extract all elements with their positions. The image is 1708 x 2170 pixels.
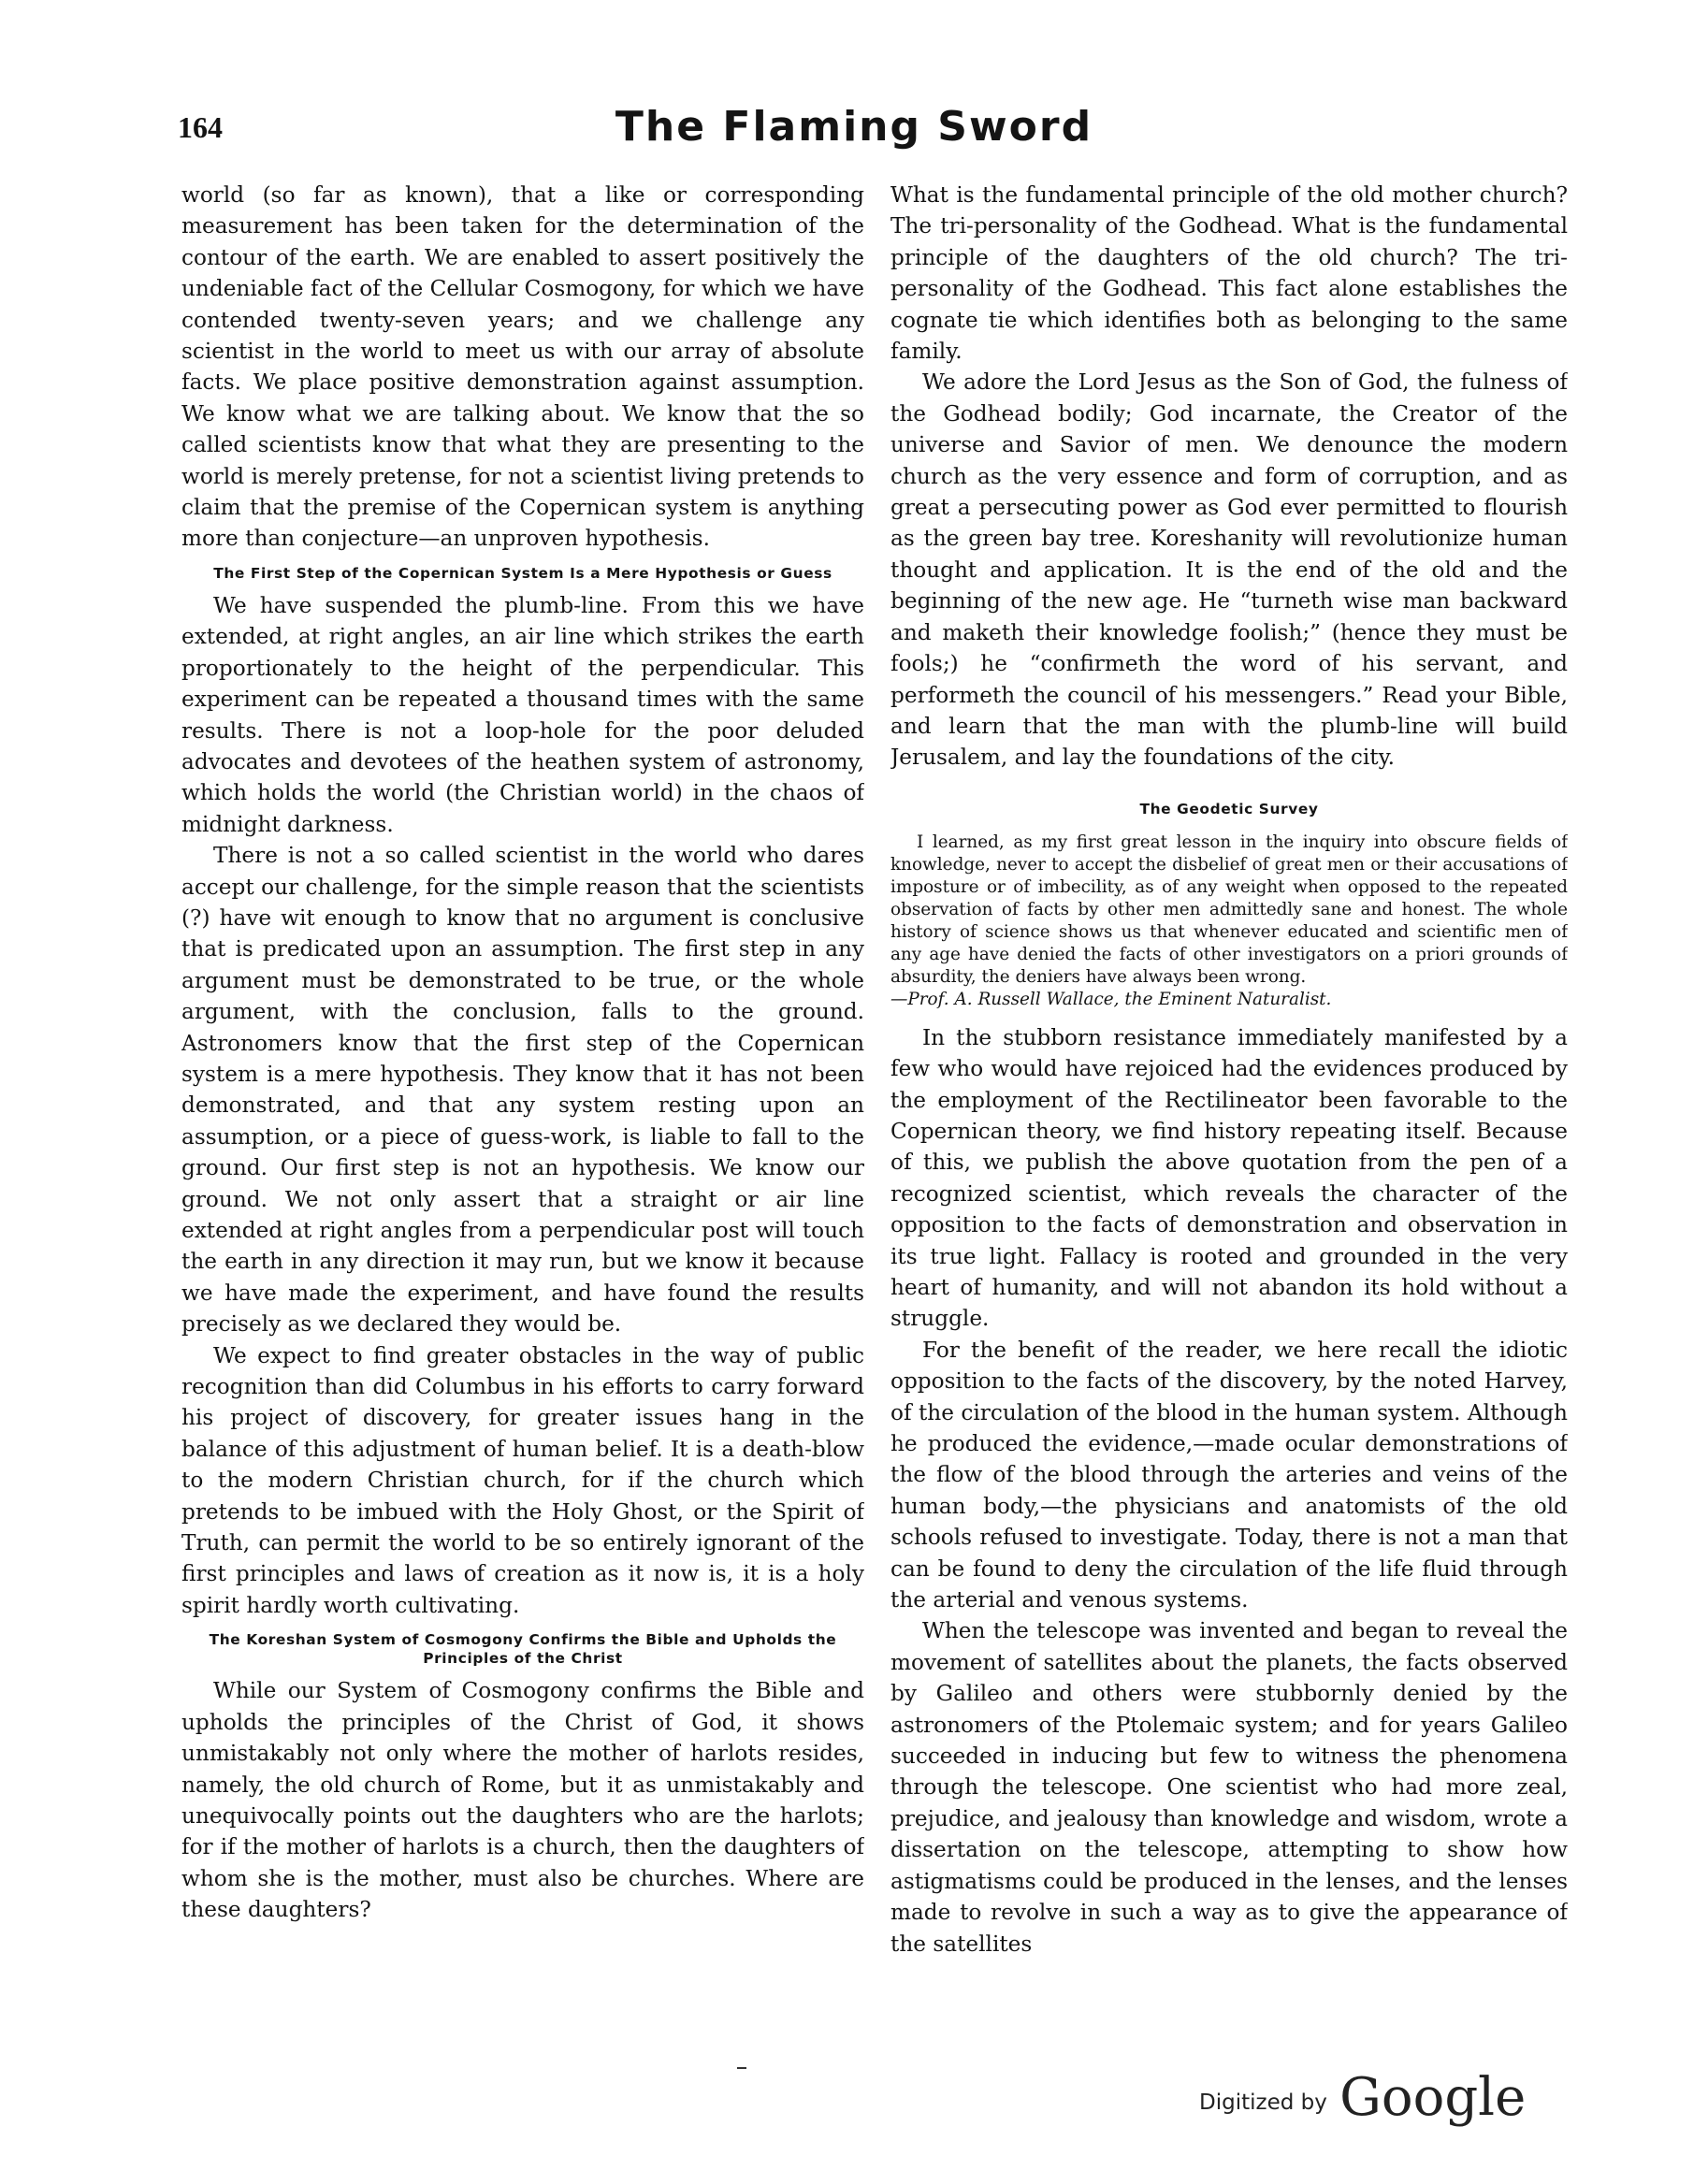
left-paragraph-2: We have suspended the plumb-line. From this we have extended, at right angles, an air line which strikes the earth proportionately to the height of the perpendicular. This experiment can be repeated a thousand times with the same results. There is not a loop-hole for the poor deluded advocates and devotees of the heathen system of astronomy, which holds the world (the Christian world) in the chaos of midnight darkness. <box>181 592 864 837</box>
right-paragraph-1: What is the fundamental principle of the old mother church? The tri-personality of the Godhead. What is the fundamental principle of the daughters of the old church? The tri-personality of the Godhead. This fact alone establishes the cognate tie which identifies both as belonging to the same family. <box>890 182 1568 365</box>
quote-text: I learned, as my first great lesson in the inquiry into obscure fields of knowledge, never to accept the disbelief of great men or their accusations of imposture or of imbecility, as of any weight when opposed to the repeated observation of facts by other men admittedly sane and honest. The whole history of science shows us that whenever educated and scientific men of any age have denied the facts of other investigators on a priori grounds of absurdity, the deniers have always been wrong. <box>890 832 1568 987</box>
section-heading-koreshan-system: The Koreshan System of Cosmogony Confirms the Bible and Upholds the Principles of the Christ <box>209 1631 837 1668</box>
page-bottom-dash <box>737 2067 746 2069</box>
section-heading-geodetic-survey: The Geodetic Survey <box>1139 800 1319 817</box>
right-column <box>890 180 1568 2120</box>
left-paragraph-5: While our System of Cosmogony confirms the Bible and upholds the principles of the Christ of God, it shows unmistakably not only where the mother of harlots resides, namely, the old church of Rome, but it as unmistakably and unequivocally points out the daughters who are the harlots; for if the mother of harlots is a church, then the daughters of whom she is the mother, must also be churches. Where are these daughters? <box>181 1678 864 1923</box>
block-quote <box>890 832 1568 1011</box>
section-heading-first-step: The First Step of the Copernican System Is a Mere Hypothesis or Guess <box>213 564 832 582</box>
page-number: 164 <box>178 110 223 144</box>
masthead-title: The Flaming Sword <box>615 103 1093 151</box>
left-paragraph-4: We expect to find greater obstacles in the way of public recognition than did Columbus in his efforts to carry forward his project of discovery, for greater issues hang in the balance of this adjustment of human belief. It is a death-blow to the modern Christian church, for if the church which pretends to be imbued with the Holy Ghost, or the Spirit of Truth, can permit the world to be so entirely ignorant of the first principles and laws of creation as it now is, it is a holy spirit hardly worth cultivating. <box>181 1342 864 1618</box>
right-paragraph-5: When the telescope was invented and began to reveal the movement of satellites about the planets, the facts observed by Galileo and others were stubbornly denied by the astronomers of the Ptolemaic system; and for years Galileo succeeded in inducing but few to witness the phenomena through the telescope. One scientist who had more zeal, prejudice, and jealousy than knowledge and wisdom, wrote a dissertation on the telescope, attempting to show how astigmatisms could be produced in the lenses, and the lenses made to revolve in such a way as to give the appearance of the satellites <box>890 1618 1568 1957</box>
right-paragraph-3: In the stubborn resistance immediately manifested by a few who would have rejoiced had the evidences produced by the employment of the Rectilineator been favorable to the Copernican theory, we find history repeating itself. Because of this, we publish the above quotation from the pen of a recognized scientist, which reveals the character of the opposition to the facts of demonstration and observation in its true light. Fallacy is rooted and grounded in the very heart of humanity, and will not abandon its hold without a struggle. <box>890 1024 1568 1332</box>
left-paragraph-3: There is not a so called scientist in the world who dares accept our challenge, for the simple reason that the scientists (?) have wit enough to know that no argument is conclusive that is predicated upon an assumption. The first step in any argument must be demonstrated to be true, or the whole argument, with the conclusion, falls to the ground. Astronomers know that the first step of the Copernican system is a mere hypothesis. They know that it has not been demonstrated, and that any system resting upon an assumption, or a piece of guess-work, is liable to fall to the ground. Our first step is not an hypothesis. We know our ground. We not only assert that a straight or air line extended at right angles from a perpendicular post will touch the earth in any direction it may run, but we know it because we have made the experiment, and have found the results precisely as we declared they would be. <box>181 843 864 1338</box>
digitized-by-watermark <box>1199 2067 1526 2128</box>
left-paragraph-1: world (so far as known), that a like or corresponding measurement has been taken for the determination of the contour of the earth. We are enabled to assert positively the undeniable fact of the Cellular Cosmogony, for which we have contended twenty-seven years; and we challenge any scientist in the world to meet us with our array of absolute facts. We place positive demonstration against assumption. We know what we are talking about. We know that the so called scientists know that what they are presenting to the world is merely pretense, for not a scientist living pretends to claim that the premise of the Copernican system is anything more than conjecture—an unproven hypothesis. <box>181 182 864 552</box>
digitized-label: Digitized by <box>1199 2090 1327 2115</box>
right-paragraph-4: For the benefit of the reader, we here recall the idiotic opposition to the facts of the discovery, by the noted Harvey, of the circulation of the blood in the human system. Although he produced the evidence,—made ocular demonstrations of the flow of the blood through the arteries and veins of the human body,—the physicians and anatomists of the old schools refused to investigate. Today, there is not a man that can be found to deny the circulation of the life fluid through the arterial and venous systems. <box>890 1337 1568 1613</box>
google-logo: Google <box>1339 2067 1527 2128</box>
right-paragraph-2: We adore the Lord Jesus as the Son of God, the fulness of the Godhead bodily; God incarnate, the Creator of the universe and Savior of men. We denounce the modern church as the very essence and form of corruption, and as great a persecuting power as God ever permitted to flourish as the green bay tree. Koreshanity will revolutionize human thought and application. It is the end of the old and the beginning of the new age. He “turneth wise man backward and maketh their knowledge foolish;” (hence they must be fools;) he “confirmeth the word of his servant, and performeth the council of his messengers.” Read your Bible, and learn that the man with the plumb-line will build Jerusalem, and lay the foundations of the city. <box>890 369 1568 771</box>
left-column <box>181 180 864 2120</box>
quote-attribution: —Prof. A. Russell Wallace, the Eminent Naturalist. <box>890 989 1332 1009</box>
